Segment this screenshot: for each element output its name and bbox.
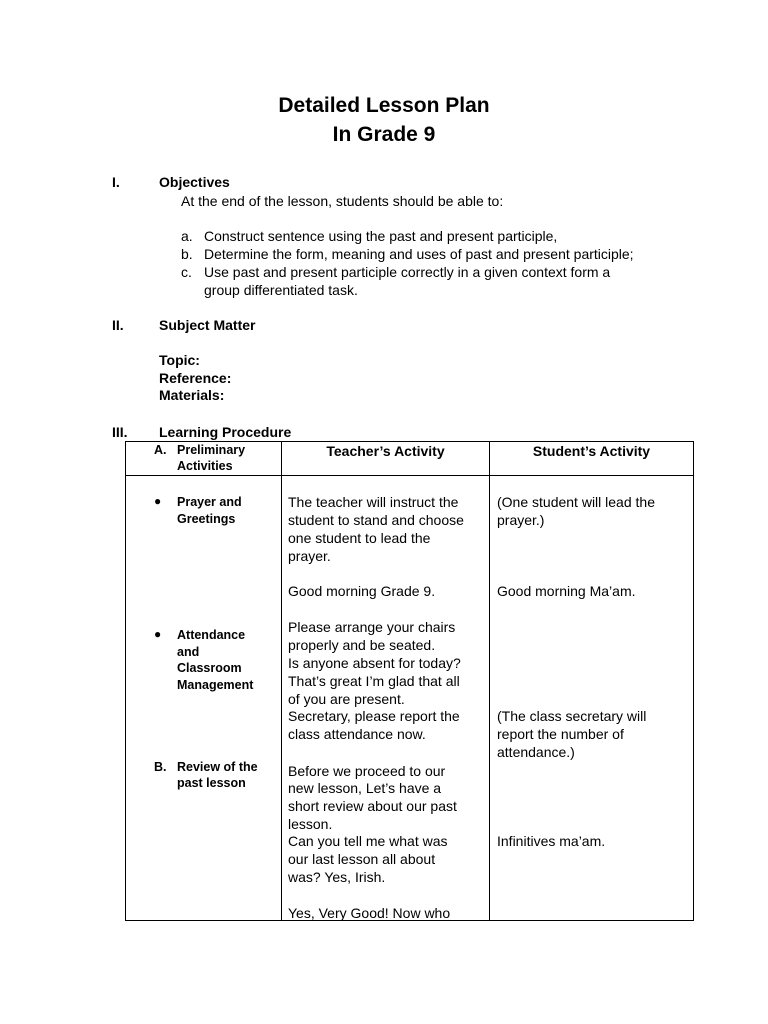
document-title-line1: Detailed Lesson Plan <box>278 94 490 117</box>
teacher-line: Secretary, please report the <box>288 708 460 724</box>
objective-letter-a: a. <box>181 228 193 244</box>
document-title-line2: In Grade 9 <box>332 123 436 146</box>
teacher-line: Is anyone absent for today? <box>288 655 461 671</box>
student-line: (One student will lead the <box>497 494 655 510</box>
teacher-line: short review about our past <box>288 798 457 814</box>
label-prayer-1: Prayer and <box>177 495 242 509</box>
student-line: Infinitives ma’am. <box>497 833 606 849</box>
student-line: report the number of <box>497 726 624 742</box>
bullet-prayer: ● <box>154 494 162 508</box>
header-teacher-activity: Teacher’s Activity <box>326 443 445 459</box>
objective-text-b: Determine the form, meaning and uses of past and present participle; <box>204 246 634 262</box>
objective-text-c: Use past and present participle correctly in a given context form a <box>204 264 611 280</box>
teacher-line: one student to lead the <box>288 530 431 546</box>
table-column-divider-2 <box>489 441 490 921</box>
section-heading-procedure: Learning Procedure <box>159 424 292 440</box>
table-header-divider <box>125 475 694 476</box>
label-review-2: past lesson <box>177 776 246 790</box>
table-column-divider-1 <box>281 441 282 921</box>
teacher-line: Can you tell me what was <box>288 833 448 849</box>
section-heading-objectives: Objectives <box>159 174 230 190</box>
teacher-line: Yes, Very Good! Now who <box>288 905 451 921</box>
teacher-line: That’s great I’m glad that all <box>288 673 460 689</box>
label-prayer-2: Greetings <box>177 512 236 526</box>
teacher-line: was? Yes, Irish. <box>288 869 386 885</box>
label-review-1: Review of the <box>177 760 258 774</box>
topic-label: Topic: <box>159 352 200 368</box>
student-line: prayer.) <box>497 512 545 528</box>
teacher-line: class attendance now. <box>288 726 426 742</box>
section-heading-subject-matter: Subject Matter <box>159 317 256 333</box>
reference-label: Reference: <box>159 370 232 386</box>
section-number-procedure: III. <box>112 424 128 440</box>
section-number-objectives: I. <box>112 174 120 190</box>
label-attendance-3: Classroom <box>177 661 242 675</box>
header-col1-line1: Preliminary <box>177 443 246 457</box>
bullet-attendance: ● <box>154 627 162 641</box>
student-line: Good morning Ma’am. <box>497 583 636 599</box>
teacher-line: properly and be seated. <box>288 637 436 653</box>
student-line: attendance.) <box>497 744 575 760</box>
teacher-line: our last lesson all about <box>288 851 436 867</box>
objective-text-c-continued: group differentiated task. <box>204 282 358 298</box>
objective-text-a: Construct sentence using the past and present participle, <box>204 228 558 244</box>
header-col1-letter: A. <box>154 443 167 457</box>
student-line: (The class secretary will <box>497 708 647 724</box>
teacher-line: student to stand and choose <box>288 512 464 528</box>
header-col1-line2: Activities <box>177 459 233 473</box>
teacher-line: The teacher will instruct the <box>288 494 459 510</box>
label-attendance-2: and <box>177 645 200 659</box>
objective-letter-b: b. <box>181 246 193 262</box>
teacher-line: Before we proceed to our <box>288 763 446 779</box>
objective-letter-c: c. <box>181 264 192 280</box>
header-student-activity: Student’s Activity <box>532 443 651 459</box>
label-review-letter: B. <box>154 760 167 774</box>
objectives-intro: At the end of the lesson, students should be able to: <box>181 193 504 209</box>
teacher-line: Good morning Grade 9. <box>288 583 436 599</box>
teacher-line: prayer. <box>288 548 331 564</box>
materials-label: Materials: <box>159 387 225 403</box>
teacher-line: lesson. <box>288 816 333 832</box>
teacher-line: Please arrange your chairs <box>288 619 456 635</box>
label-attendance-4: Management <box>177 678 254 692</box>
section-number-subject-matter: II. <box>112 317 124 333</box>
teacher-line: new lesson, Let’s have a <box>288 780 442 796</box>
label-attendance-1: Attendance <box>177 628 246 642</box>
teacher-line: of you are present. <box>288 691 405 707</box>
